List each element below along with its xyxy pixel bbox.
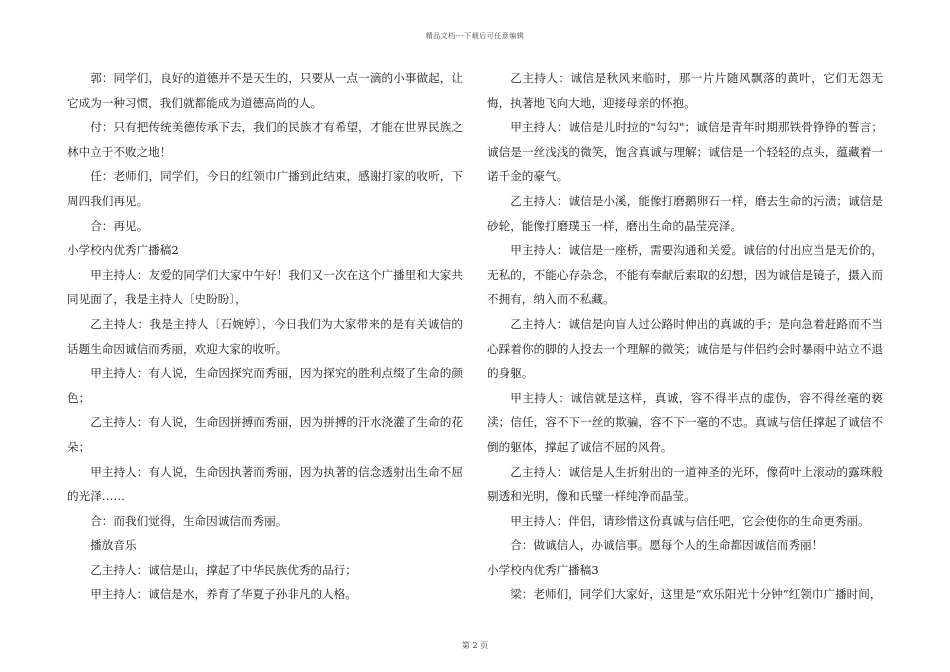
paragraph: 乙主持人：诚信是小溪，能像打磨鹅卵石一样，磨去生命的污渍；诚信是砂轮，能像打磨璞玉一样，磨出生命的晶莹亮泽。 [487, 193, 883, 233]
paragraph: 乙主持人：诚信是山，撑起了中华民族优秀的品行； [90, 562, 357, 577]
paragraph: 乙主持人：诚信是向盲人过公路时伸出的真诚的手；是向急着赶路而不当心踩着你的脚的人投去一个理解的微笑；诚信是与伴侣约会时暴雨中站立不退的身躯。 [487, 316, 883, 381]
paragraph: 乙主持人：有人说，生命因拼搏而秀丽，因为拼搏的汗水浇灌了生命的花朵； [67, 415, 463, 454]
paragraph: 乙主持人：我是主持人〔石婉婷〕，今日我们为大家带来的是有关诚信的话题生命因诚信而秀丽，欢迎大家的收听。 [67, 316, 463, 356]
paragraph: 付：只有把传统美德传承下去，我们的民族才有希望，才能在世界民族之林中立于不败之地！ [67, 120, 463, 159]
section-heading: 小学校内优秀广播稿3 [487, 562, 599, 577]
paragraph: 甲主持人：伴侣，请珍惜这份真诚与信任吧，它会使你的生命更秀丽。 [510, 513, 870, 528]
right-column [487, 66, 883, 607]
paragraph: 梁：老师们，同学们大家好，这里是“欢乐阳光十分钟”红领巾广播时间， [510, 587, 882, 602]
section-heading: 小学校内优秀广播稿2 [67, 243, 179, 258]
paragraph: 任：老师们，同学们，今日的红领巾广播到此结束，感谢打家的收听，下周四我们再见。 [67, 169, 463, 208]
paragraph: 甲主持人：诚信是水，养育了华夏子孙非凡的人格。 [90, 587, 357, 602]
paragraph: 甲主持人：友爱的同学们大家中午好！我们又一次在这个广播里和大家共同见面了，我是主持人〔史盼盼〕， [67, 267, 463, 307]
paragraph: 乙主持人：诚信是人生折射出的一道神圣的光环，像荷叶上滚动的露珠般剔透和光明，像和氏璧一样纯净而晶莹。 [487, 464, 883, 504]
paragraph: 甲主持人：诚信是儿时拉的"勾勾"；诚信是青年时期那铁骨铮铮的誓言；诚信是一丝浅浅的微笑，饱含真诚与理解；诚信是一个轻轻的点头，蕴藏着一诺千金的豪气。 [487, 120, 883, 184]
page-number: 第 2 页 [461, 641, 489, 650]
paragraph: 甲主持人：有人说，生命因执著而秀丽，因为执著的信念透射出生命不屈的光泽…… [67, 464, 463, 504]
paragraph: 甲主持人：诚信是一座桥，需要沟通和关爱。诚信的付出应当是无价的，无私的，不能心存杂念，不能有奉献后索取的幻想，因为诚信是镜子，摄入而不拥有，纳入而不私藏。 [487, 243, 883, 307]
paragraph: 合：再见。 [90, 218, 149, 233]
paragraph: 甲主持人：有人说，生命因探究而秀丽，因为探究的胜利点缀了生命的颜色； [67, 366, 463, 405]
paragraph: 合：做诚信人，办诚信事。愿每个人的生命都因诚信而秀丽！ [510, 538, 824, 553]
paragraph: 合：而我们觉得，生命因诚信而秀丽。 [90, 513, 288, 528]
left-column [67, 66, 463, 607]
paragraph: 郭：同学们，良好的道德并不是天生的，只要从一点一滴的小事做起，让它成为一种习惯，我们就都能成为道德高尚的人。 [67, 71, 463, 110]
paragraph: 乙主持人：诚信是秋风来临时，那一片片随风飘落的黄叶，它们无怨无悔，执著地飞向大地，迎接母亲的怀抱。 [487, 71, 883, 110]
page-header: 精品文档---下载后可任意编辑 [425, 32, 525, 40]
paragraph: 播放音乐 [90, 538, 137, 553]
paragraph: 甲主持人：诚信就是这样，真诚，容不得半点的虚伪，容不得丝毫的亵渎；信任，容不下一丝的欺骗，容不下一毫的不忠。真诚与信任撑起了诚信不倒的躯体，撑起了诚信不屈的风骨。 [487, 390, 883, 454]
